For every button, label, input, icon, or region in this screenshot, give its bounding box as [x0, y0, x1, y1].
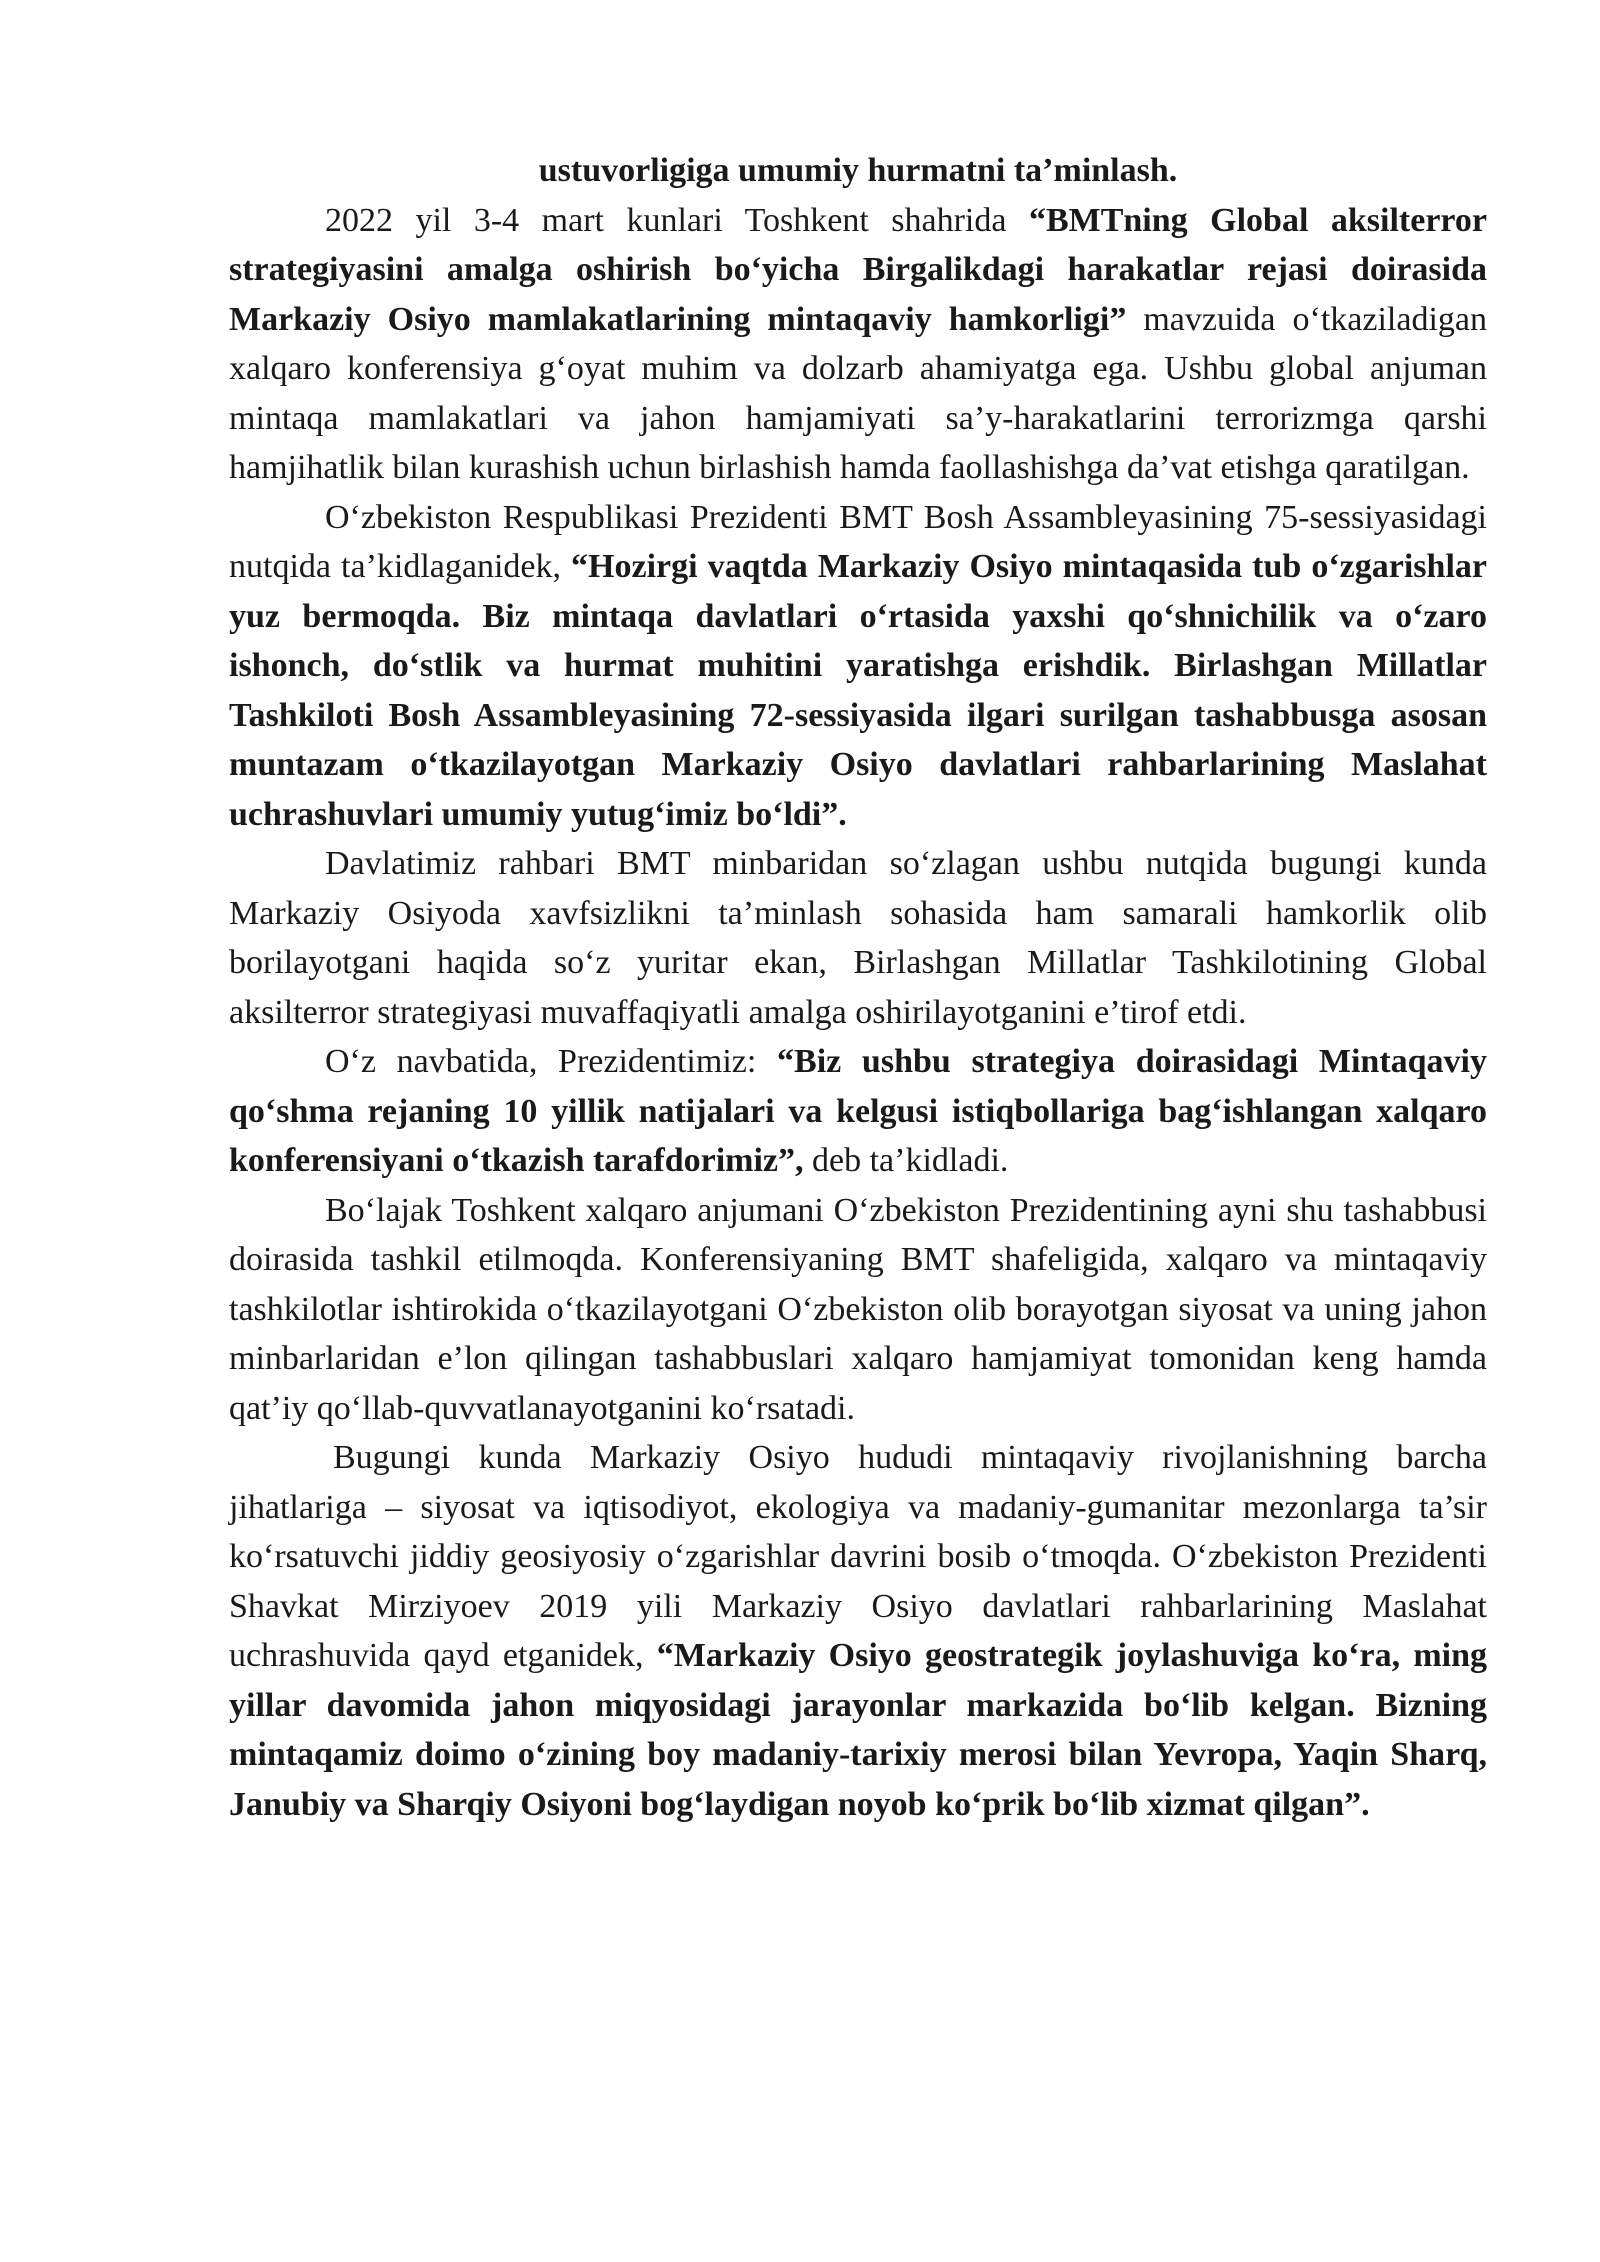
paragraph-text: Davlatimiz rahbari BMT minbaridan so‘zlagan ushbu nutqida bugungi kunda Markaziy Osiyoda xavfsizlikni ta’minlash sohasida ham samarali hamkorlik olib borilayotgani haqida so‘z yuritar ekan, Birlashgan Millatlar Tashkilotining Global aksilterror strategiyasi muvaffaqiyatli amalga oshirilayotganini e’tirof etdi. [229, 845, 1487, 1031]
paragraph-text: O‘z navbatida, Prezidentimiz: [325, 1043, 778, 1080]
paragraph-text: Bo‘lajak Toshkent xalqaro anjumani O‘zbekiston Prezidentining ayni shu tashabbusi doirasida tashkil etilmoqda. Konferensiyaning BMT shafeligida, xalqaro va mintaqaviy tashkilotlar ishtirokida o‘tkazilayotgani O‘zbekiston olib borayotgan siyosat va uning jahon minbarlaridan e’lon qilingan tashabbuslari xalqaro hamjamiyat tomonidan keng hamda qat’iy qo‘llab-quvvatlanayotganini ko‘rsatadi. [229, 1191, 1487, 1427]
paragraph-tashkent-forum [229, 1186, 1487, 1434]
bold-quote: “Markaziy Osiyo geostrategik joylashuviga ko‘ra, ming yillar davomida jahon miqyosidagi jarayonlar markazida bo‘lib kelgan. Bizning mintaqamiz doimo o‘zining boy madaniy-tarixiy merosi bilan Yevropa, Yaqin Sharq, Janubiy va Sharqiy Osiyoni bog‘laydigan noyob ko‘prik bo‘lib xizmat qilgan”. [229, 1637, 1487, 1823]
paragraph-text: 2022 yil 3-4 mart kunlari Toshkent shahrida [325, 201, 1029, 239]
bold-quote: “Biz ushbu strategiya doirasidagi Mintaqaviy qo‘shma rejaning 10 yillik natijalari va kelgusi istiqbollariga bag‘ishlangan xalqaro konferensiyani o‘tkazish tarafdorimiz”, [229, 1043, 1488, 1179]
bold-quote: “BMTning Global aksilterror strategiyasini amalga oshirish bo‘yicha Birgalikdagi harakatlar rejasi doirasida Markaziy Osiyo mamlakatlarining mintaqaviy hamkorligi” [229, 201, 1487, 338]
bold-quote: “Hozirgi vaqtda Markaziy Osiyo mintaqasida tub o‘zgarishlar yuz bermoqda. Biz mintaqa davlatlari o‘rtasida yaxshi qo‘shnichilik va o‘zaro ishonch, do‘stlik va hurmat muhitini yaratishga erishdik. Birlashgan Millatlar Tashkiloti Bosh Assambleyasining 72-sessiyasida ilgari surilgan tashabbusga asosan muntazam o‘tkazilayotgan Markaziy Osiyo davlatlari rahbarlarining Maslahat uchrashuvlari umumiy yutug‘imiz bo‘ldi”. [229, 548, 1487, 833]
paragraph-conference [229, 196, 1487, 493]
paragraph-president-speech [229, 493, 1487, 840]
paragraph-geostrategic [229, 1433, 1487, 1829]
paragraph-text: Bugungi kunda Markaziy Osiyo hududi mintaqaviy rivojlanishning barcha jihatlariga – siyosat va iqtisodiyot, ekologiya va madaniy-gumanitar mezonlarga ta’sir ko‘rsatuvchi jiddiy geosiyosiy o‘zgarishlar davrini bosib o‘tmoqda. O‘zbekiston Prezidenti Shavkat Mirziyoev 2019 yili Markaziy Osiyo davlatlari rahbarlarining Maslahat uchrashuvida qayd etganidek, [229, 1439, 1487, 1674]
paragraph-text: mavzuida o‘tkaziladigan xalqaro konferensiya g‘oyat muhim va dolzarb ahamiyatga ega. Ushbu global anjuman mintaqa mamlakatlari va jahon hamjamiyati sa’y-harakatlarini terrorizmga qarshi hamjihatlik bilan kurashish uchun birlashish hamda faollashishga da’vat etishga qaratilgan. [229, 300, 1488, 486]
heading-line: ustuvorligiga umumiy hurmatni ta’minlash. [538, 152, 1178, 189]
document-page [229, 146, 1487, 1829]
paragraph-security-cooperation [229, 839, 1487, 1037]
paragraph-text: deb ta’kidladi. [803, 1142, 1009, 1179]
paragraph-text: O‘zbekiston Respublikasi Prezidenti BMT Bosh Assambleyasining 75-sessiyasidagi nutqida ta’kidlaganidek, [229, 498, 1487, 585]
paragraph-strategy-quote [229, 1037, 1487, 1186]
